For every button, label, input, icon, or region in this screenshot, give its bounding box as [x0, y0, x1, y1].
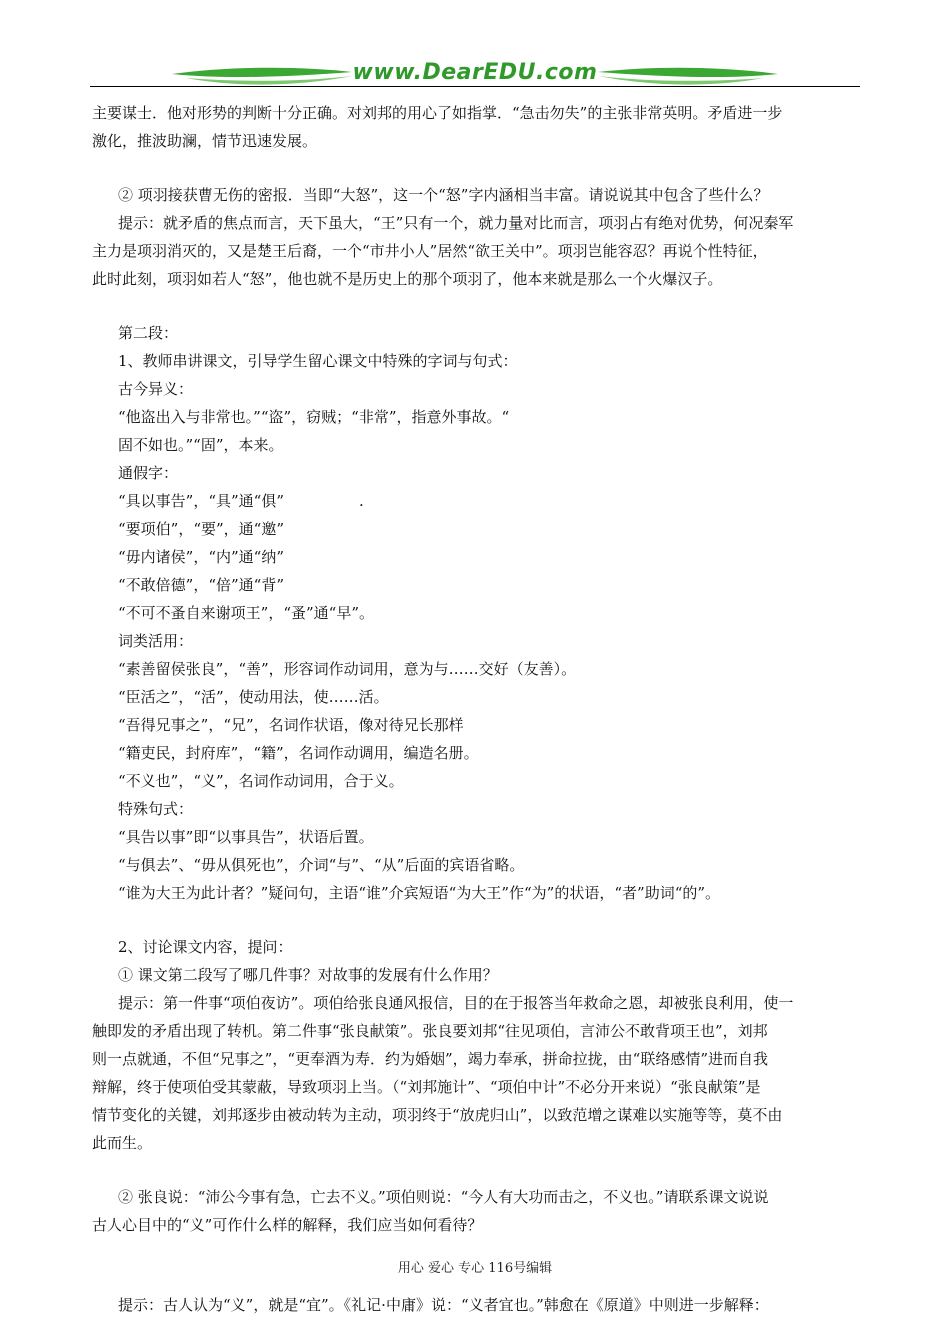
text-line: 提示：就矛盾的焦点而言，天下虽大，“王”只有一个，就力量对比而言，项羽占有绝对优势，何况秦军 [118, 214, 794, 232]
text-line: 固不如也。”“固”，本来。 [118, 436, 284, 454]
text-line: 提示：第一件事“项伯夜访”。项伯给张良通风报信，目的在于报答当年救命之恩，却被张良利用，使一 [118, 994, 794, 1012]
site-logo-text: www.DearEDU.com [352, 60, 598, 85]
text-line: 辩解，终于使项伯受其蒙蔽，导致项羽上当。（“刘邦施计”、“项伯中计”不必分开来说）“张良献策”是 [92, 1078, 761, 1096]
text-line: “要项伯”，“要”，通“邀” [118, 520, 285, 538]
text-line: ① 课文第二段写了哪几件事？对故事的发展有什么作用？ [118, 966, 498, 984]
page-footer: 用心 爱心 专心 116号编辑 [397, 1261, 553, 1276]
text-line: 此而生。 [92, 1134, 153, 1152]
header-divider [90, 86, 860, 87]
blank-line [92, 1157, 867, 1183]
text-line: 特殊句式： [118, 800, 194, 818]
text-line: ② 项羽接获曹无伤的密报．当即“大怒”，这一个“怒”字内涵相当丰富。请说说其中包含了些什么？ [118, 186, 769, 204]
text-line: 情节变化的关键，刘邦逐步由被动转为主动，项羽终于“放虎归山”，以致范增之谋难以实施等等，莫不由 [92, 1106, 783, 1124]
text-line: 此时此刻，项羽如若人“怒”，他也就不是历史上的那个项羽了，他本来就是那么一个火爆汉子。 [92, 270, 723, 288]
text-line: 提示：古人认为“义”，就是“宜”。《礼记·中庸》说：“义者宜也。”韩愈在《原道》中则进一步解释： [118, 1296, 769, 1314]
text-line: 古人心目中的“义”可作什么样的解释，我们应当如何看待？ [92, 1216, 483, 1234]
text-line: “臣活之”，“活”，使动用法，使……活。 [118, 688, 389, 706]
text-line: “吾得兄事之”，“兄”，名词作状语，像对待兄长那样 [118, 716, 464, 734]
text-line: 触即发的矛盾出现了转机。第二件事“张良献策”。张良要刘邦“往见项伯，言沛公不敢背项王也”，刘邦 [92, 1022, 768, 1040]
text-line: 2、讨论课文内容，提问： [118, 938, 293, 956]
text-line: “不可不蚤自来谢项王”，“蚤”通“早”。 [118, 604, 375, 622]
text-line: ② 张良说：“沛公今事有急，亡去不义。”项伯则说：“今人有大功而击之，不义也。”请联系课文说说 [118, 1188, 769, 1206]
blank-line [92, 293, 867, 319]
text-line: 则一点就通，不但“兄事之”，“更奉酒为寿．约为婚姻”，竭力奉承，拼命拉拢，由“联络感情”进而自我 [92, 1050, 769, 1068]
text-line: “他盗出入与非常也。”“盗”，窃贼；“非常”，指意外事故。“ [118, 408, 510, 426]
text-line: “素善留侯张良”，“善”，形容词作动词用，意为与……交好（友善）。 [118, 660, 577, 678]
text-line: “不敢倍德”，“倍”通“背” [118, 576, 285, 594]
text-line: “籍吏民，封府库”，“籍”，名词作动调用，编造名册。 [118, 744, 479, 762]
text-line: “具告以事”即“以事具告”，状语后置。 [118, 828, 374, 846]
text-line: 激化，推波助澜，情节迅速发展。 [92, 132, 318, 150]
text-line: 主要谋士．他对形势的判断十分正确。对刘邦的用心了如指掌．“急击勿失”的主张非常英明。矛盾进一步 [92, 104, 783, 122]
text-line: “不义也”，“义”，名词作动词用，合于义。 [118, 772, 404, 790]
text-line: 主力是项羽消灭的，又是楚王后裔，一个“市井小人”居然“欲王关中”。项羽岂能容忍？再说个性特征， [92, 242, 768, 260]
text-line: “具以事告”，“具”通“俱” . [118, 492, 364, 510]
document-body [92, 99, 867, 1319]
blank-line [92, 907, 867, 933]
text-line: 古今异义： [118, 380, 194, 398]
text-line: 通假字： [118, 464, 179, 482]
text-line: 第二段： [118, 324, 179, 342]
text-line: “与俱去”、“毋从俱死也”，介词“与”、“从”后面的宾语省略。 [118, 856, 525, 874]
text-line: “毋内诸侯”，“内”通“纳” [118, 548, 285, 566]
text-line: “谁为大王为此计者？”疑问句，主语“谁”介宾短语“为大王”作“为”的状语，“者”助词“的”。 [118, 884, 721, 902]
text-line: 1、教师串讲课文，引导学生留心课文中特殊的字词与句式： [118, 352, 518, 370]
text-line: 词类活用： [118, 632, 194, 650]
blank-line [92, 155, 867, 181]
